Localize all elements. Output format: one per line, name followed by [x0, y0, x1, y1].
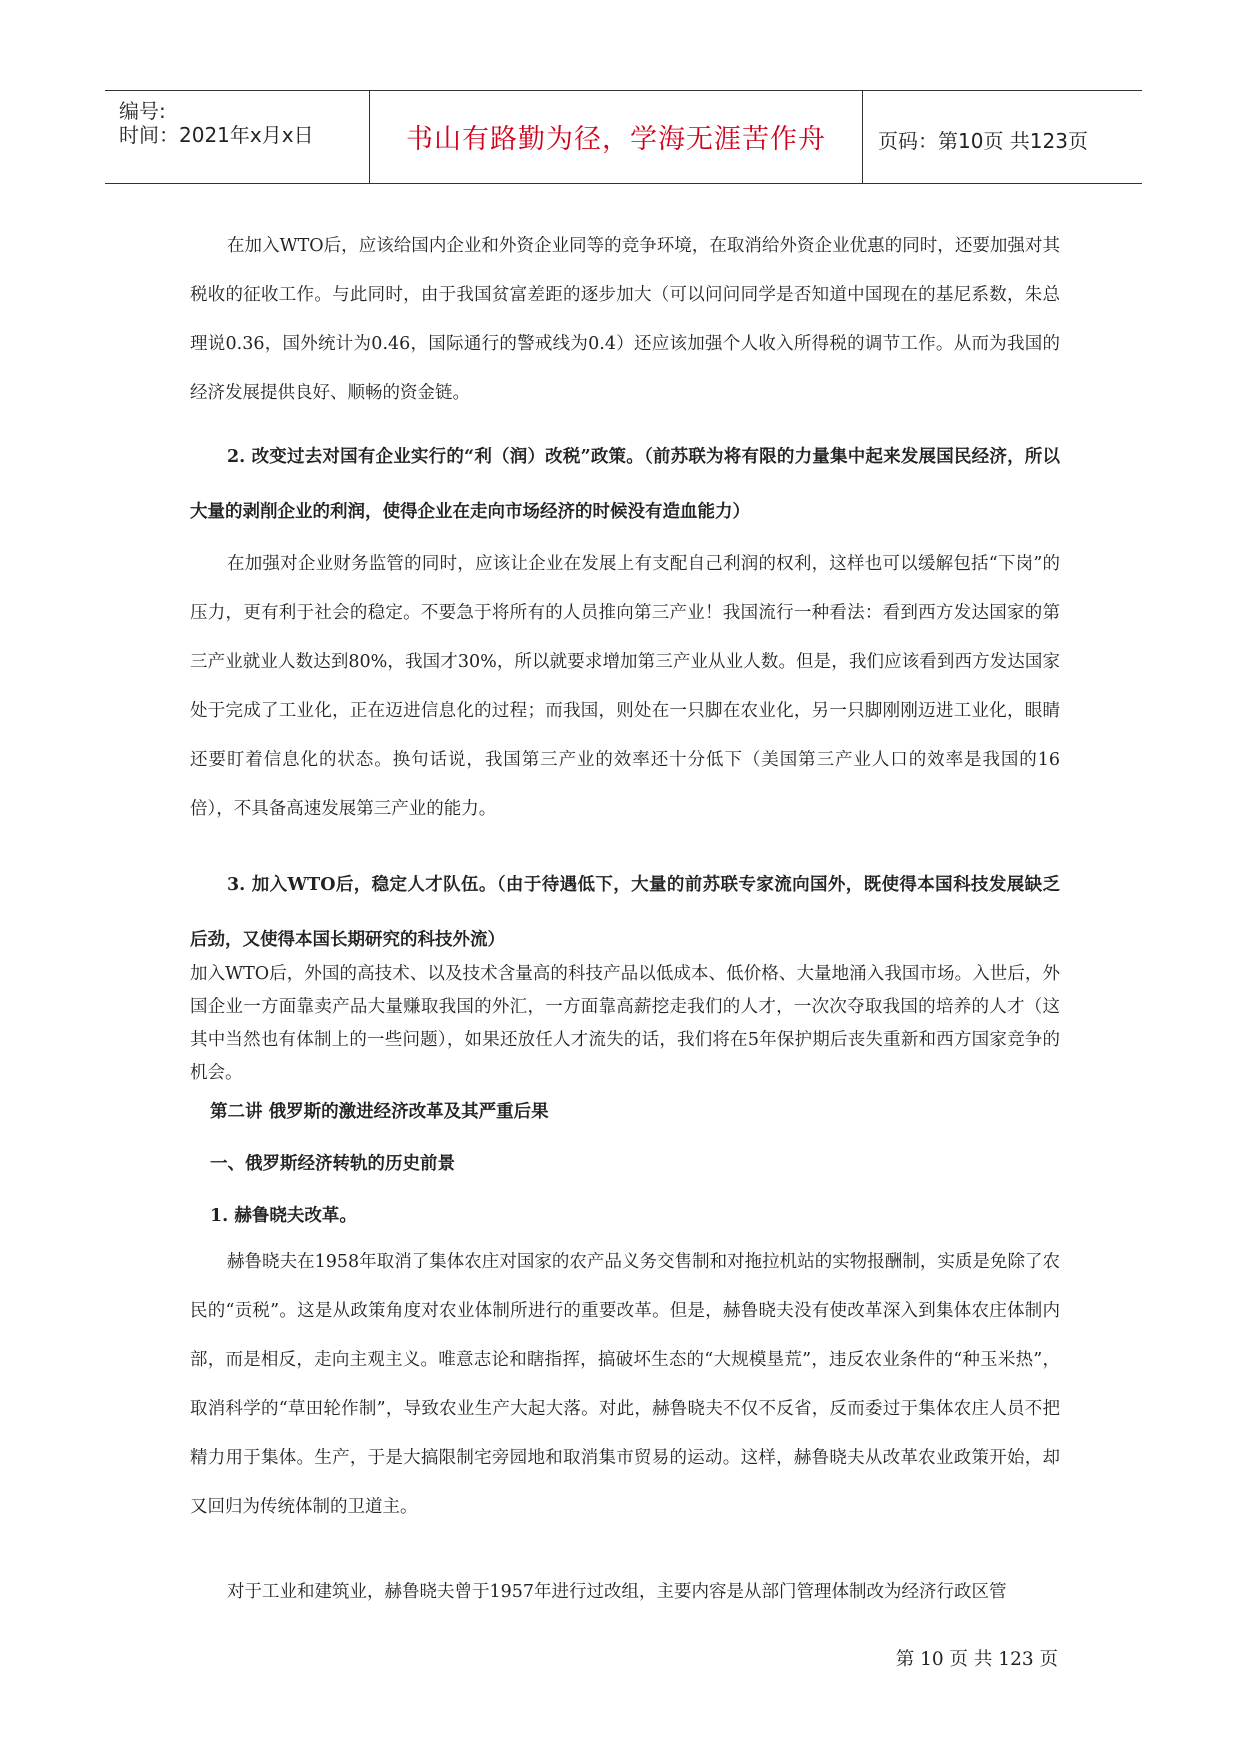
paragraph-text: 在加强对企业财务监管的同时，应该让企业在发展上有支配自己利润的权利，这样也可以缓解包括“下岗”的压力，更有利于社会的稳定。不要急于将所有的人员推向第三产业！我国流行一种看法：看到西方发达国家的第三产业就业人数达到80%，我国才30%，所以就要求增加第三产业从业人数。但是，我们应该看到西方发达国家处于完成了工业化，正在迈进信息化的过程；而我国，则处在一只脚在农业化，另一只脚刚刚迈进工业化，眼睛还要盯着信息化的状态。换句话说，我国第三产业的效率还十分低下（美国第三产业人口的效率是我国的16倍），不具备高速发展第三产业的能力。 — [190, 554, 1060, 819]
header-page-code: 页码：第10页 共123页 — [878, 129, 1088, 153]
paragraph-text: 在加入WTO后，应该给国内企业和外资企业同等的竞争环境，在取消给外资企业优惠的同时，还要加强对其税收的征收工作。与此同时，由于我国贫富差距的逐步加大（可以问问同学是否知道中国现在的基尼系数，朱总理说0.36，国外统计为0.46，国际通行的警戒线为0.4）还应该加强个人收入所得税的调节工作。从而为我国的经济发展提供良好、顺畅的资金链。 — [190, 236, 1060, 403]
page-header — [105, 90, 1142, 184]
paragraph-text: 2. 改变过去对国有企业实行的“利（润）改税”政策。（前苏联为将有限的力量集中起来发展国民经济，所以大量的剥削企业的利润，使得企业在走向市场经济的时候没有造血能力） — [190, 447, 1060, 522]
header-left-cell — [105, 91, 369, 183]
page-footer: 第 10 页 共 123 页 — [895, 1649, 1058, 1670]
paragraph-7 — [190, 1568, 1060, 1617]
document-number-label: 编号: — [119, 99, 166, 123]
subsection-heading: 1. 赫鲁晓夫改革。 — [210, 1206, 357, 1226]
paragraph-1 — [190, 222, 1060, 418]
section-heading: 一、俄罗斯经济转轨的历史前景 — [210, 1154, 455, 1174]
header-motto: 书山有路勤为径，学海无涯苦作舟 — [406, 124, 826, 155]
paragraph-4-bold — [190, 858, 1060, 968]
header-right-cell — [862, 91, 1142, 183]
document-time-label: 时间：2021年x月x日 — [119, 123, 314, 147]
header-motto-cell — [369, 91, 863, 183]
paragraph-2-bold — [190, 430, 1060, 540]
paragraph-text: 3. 加入WTO后，稳定人才队伍。（由于待遇低下，大量的前苏联专家流向国外，既使得本国科技发展缺乏后劲，又使得本国长期研究的科技外流） — [190, 875, 1060, 950]
paragraph-text: 赫鲁晓夫在1958年取消了集体农庄对国家的农产品义务交售制和对拖拉机站的实物报酬制，实质是免除了农民的“贡税”。这是从政策角度对农业体制所进行的重要改革。但是，赫鲁晓夫没有使改革深入到集体农庄体制内部，而是相反，走向主观主义。唯意志论和瞎指挥，搞破坏生态的“大规模垦荒”，违反农业条件的“种玉米热”，取消科学的“草田轮作制”，导致农业生产大起大落。对此，赫鲁晓夫不仅不反省，反而委过于集体农庄人员不把精力用于集体。生产，于是大搞限制宅旁园地和取消集市贸易的运动。这样，赫鲁晓夫从改革农业政策开始，却又回归为传统体制的卫道主。 — [190, 1252, 1060, 1517]
paragraph-6 — [190, 1238, 1060, 1532]
lecture-heading: 第二讲 俄罗斯的激进经济改革及其严重后果 — [210, 1102, 549, 1122]
paragraph-text: 对于工业和建筑业，赫鲁晓夫曾于1957年进行过改组，主要内容是从部门管理体制改为经济行政区管 — [227, 1582, 1007, 1602]
paragraph-text: 加入WTO后，外国的高技术、以及技术含量高的科技产品以低成本、低价格、大量地涌入我国市场。入世后，外国企业一方面靠卖产品大量赚取我国的外汇，一方面靠高薪挖走我们的人才，一次次夺取我国的培养的人才（这其中当然也有体制上的一些问题），如果还放任人才流失的话，我们将在5年保护期后丧失重新和西方国家竞争的机会。 — [190, 964, 1060, 1083]
paragraph-3 — [190, 540, 1060, 834]
paragraph-5 — [190, 958, 1060, 1090]
